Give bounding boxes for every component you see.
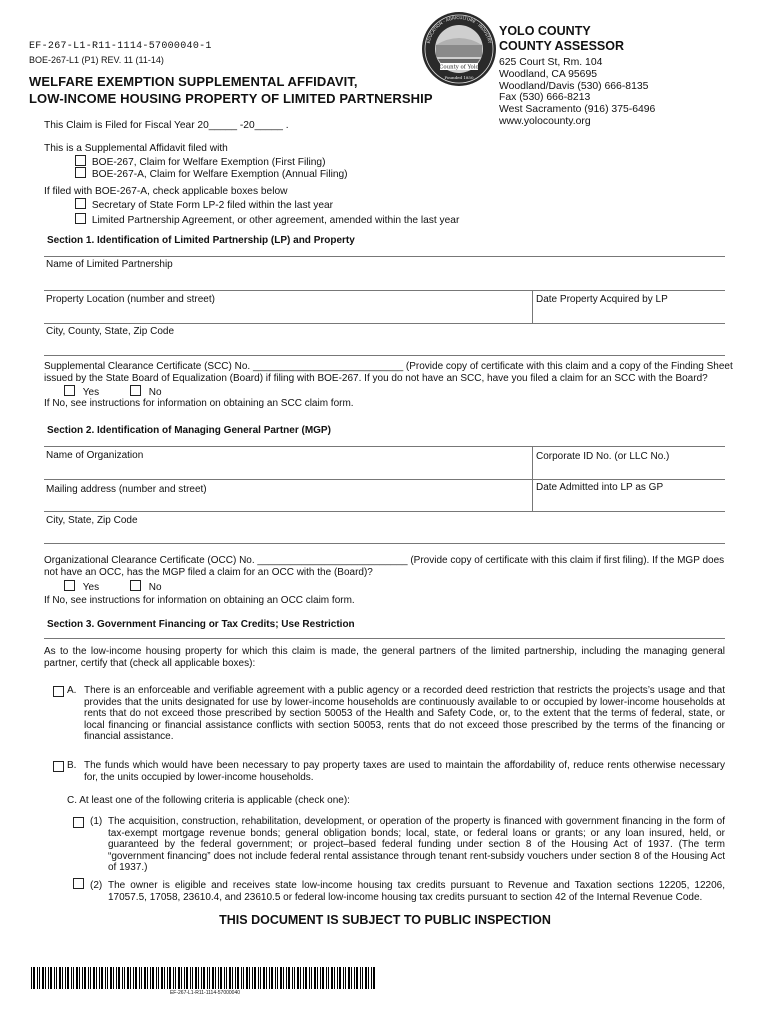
divider — [44, 256, 725, 257]
scc-yes-label: Yes — [82, 387, 100, 398]
assessor-address: 625 Court St, Rm. 104 — [499, 57, 603, 68]
mailing-address-label: Mailing address (number and street) — [46, 484, 207, 495]
mgp-city-input[interactable] — [44, 526, 725, 542]
barcode-text: EF-267-L1-R11-1114-57000040 — [169, 990, 241, 996]
divider — [44, 446, 725, 447]
divider — [532, 290, 533, 324]
if-filed-instruction: If filed with BOE-267-A, check applicable boxes below — [44, 186, 288, 197]
svg-text:Founded 1850: Founded 1850 — [444, 75, 474, 80]
assessor-fax: Fax (530) 666-8213 — [499, 92, 591, 104]
criterion-c1-text: The acquisition, construction, rehabilitation, development, or operation of the property is financed with government financing in the form of tax-exempt mortgage revenue bonds; general obligation bonds; local, state, or federal loans or grants; or any loan insured, held, or guaranteed by the federal government; or project–based federal funding under section 8 of the Housing Act of 1937. (The term “government financing” does not include federal rental assistance through tenant rent-subsidy vouchers under section 8 of the Housing Act of 1937.) — [108, 816, 725, 874]
org-name-input[interactable] — [44, 461, 531, 478]
boe267a-label: BOE-267-A, Claim for Welfare Exemption (Annual Filing) — [91, 169, 348, 180]
criterion-c2-text: The owner is eligible and receives state low-income housing tax credits pursuant to Revenue and Taxation sections 12205, 12206, 17057.5, 17058, 23610.4, and 23610.5 or federal low-income housing tax credits pursuant to section 42 of the Internal Revenue Code. — [108, 880, 725, 903]
occ-no-checkbox[interactable] — [130, 580, 141, 591]
occ-note: If No, see instructions for information on obtaining an OCC claim form. — [44, 595, 355, 606]
lp-name-label: Name of Limited Partnership — [46, 259, 173, 270]
occ-line2: not have an OCC, has the MGP filed a claim for an OCC with the (Board)? — [44, 567, 373, 578]
form-title-line2: LOW-INCOME HOUSING PROPERTY OF LIMITED PARTNERSHIP — [29, 91, 433, 106]
boe267-checkbox[interactable] — [75, 155, 86, 166]
lp2-label: Secretary of State Form LP-2 filed within the last year — [91, 200, 334, 211]
mailing-address-input[interactable] — [44, 495, 531, 510]
criterion-a-checkbox[interactable] — [53, 686, 64, 697]
scc-no-checkbox[interactable] — [130, 385, 141, 396]
scc-yes-checkbox[interactable] — [64, 385, 75, 396]
date-acquired-input[interactable] — [534, 305, 724, 322]
form-revision: BOE-267-L1 (P1) REV. 11 (11-14) — [29, 55, 164, 65]
org-name-label: Name of Organization — [46, 450, 144, 461]
divider — [44, 290, 725, 291]
assessor-website[interactable]: www.yolocounty.org — [499, 115, 591, 127]
occ-yes-label: Yes — [82, 582, 100, 593]
section3-heading: Section 3. Government Financing or Tax Credits; Use Restriction — [47, 619, 355, 630]
divider — [44, 355, 725, 356]
section2-heading: Section 2. Identification of Managing General Partner (MGP) — [47, 425, 331, 436]
criterion-c1-checkbox[interactable] — [73, 817, 84, 828]
form-title-line1: WELFARE EXEMPTION SUPPLEMENTAL AFFIDAVIT, — [29, 74, 358, 89]
criterion-a-text: There is an enforceable and verifiable agreement with a public agency or a recorded deed restriction that restricts the projects’s usage and that provides that the units designated for use by lower-income households are continuously available to or occupied by lower-income households at rents that do not exceed those prescribed by section 50053 of the Health and Safety Code, or, to the extent that the terms of federal, state, or local financing or financial assistance conflicts with section 50053, rents that do not exceed those prescribed by the terms of the financing or financial assistance. — [84, 685, 725, 743]
property-location-input[interactable] — [44, 305, 531, 322]
criterion-c2-checkbox[interactable] — [73, 878, 84, 889]
occ-no-option — [130, 580, 162, 593]
scc-no-label: No — [148, 387, 162, 398]
mgp-city-label: City, State, Zip Code — [46, 515, 138, 526]
criterion-b-label: B. — [67, 760, 77, 771]
boe267-label: BOE-267, Claim for Welfare Exemption (First Filing) — [91, 157, 326, 168]
county-name: YOLO COUNTY — [499, 24, 591, 38]
date-admitted-input[interactable] — [534, 494, 724, 510]
filed-with-option-boe267a — [75, 167, 348, 180]
occ-line1: Organizational Clearance Certificate (OCC) No. ___________________________ (Provide copy of certificate with this claim if first filing). If the MGP does — [44, 555, 725, 566]
lp-agreement-label: Limited Partnership Agreement, or other agreement, amended within the last year — [91, 215, 460, 226]
corp-id-label: Corporate ID No. (or LLC No.) — [536, 451, 670, 462]
divider — [44, 543, 725, 544]
criterion-c1-label: (1) — [90, 816, 103, 827]
divider — [44, 511, 725, 512]
barcode — [31, 967, 379, 989]
county-seal — [420, 1, 498, 106]
lp2-option — [75, 198, 333, 211]
assessor-phone-woodland: Woodland/Davis (530) 666-8135 — [499, 80, 649, 92]
county-seal-graphic — [420, 1, 498, 106]
public-inspection-notice: THIS DOCUMENT IS SUBJECT TO PUBLIC INSPECTION — [219, 913, 551, 927]
assessor-city: Woodland, CA 95695 — [499, 68, 598, 80]
assessor-phone-west: West Sacramento (916) 375-6496 — [499, 104, 656, 116]
occ-yes-option — [64, 580, 99, 593]
scc-note: If No, see instructions for information on obtaining an SCC claim form. — [44, 398, 354, 409]
occ-no-label: No — [148, 582, 162, 593]
criterion-b-checkbox[interactable] — [53, 761, 64, 772]
assessor-office: COUNTY ASSESSOR — [499, 39, 625, 53]
occ-yes-checkbox[interactable] — [64, 580, 75, 591]
scc-line1: Supplemental Clearance Certificate (SCC) No. ___________________________ (Provide copy of certificate with this claim and a copy of the Finding Sheet — [44, 361, 733, 372]
criterion-a-label: A. — [67, 685, 77, 696]
assessor-contact-block — [499, 24, 759, 128]
criterion-c-text: C. At least one of the following criteria is applicable (check one): — [67, 795, 350, 806]
lp-city-label: City, County, State, Zip Code — [46, 326, 175, 337]
criterion-c2-label: (2) — [90, 880, 103, 891]
section3-intro: As to the low-income housing property for which this claim is made, the general partners of the limited partnership, including the managing general partner, certify that (check all applicable boxes): — [44, 646, 725, 669]
filed-with-intro: This is a Supplemental Affidavit filed with — [44, 143, 228, 154]
corp-id-input[interactable] — [534, 462, 724, 478]
lp-agreement-checkbox[interactable] — [75, 213, 86, 224]
divider — [44, 479, 725, 480]
svg-text:County of Yolo: County of Yolo — [439, 64, 479, 71]
lp-agreement-option — [75, 213, 459, 226]
date-admitted-label: Date Admitted into LP as GP — [536, 482, 664, 493]
divider — [44, 638, 725, 639]
lp2-checkbox[interactable] — [75, 198, 86, 209]
scc-line2: issued by the State Board of Equalization (Board) if filing with BOE-267. If you do not have an SCC, have you filed a claim for an SCC with the Board? — [44, 373, 708, 384]
divider — [44, 323, 725, 324]
date-acquired-label: Date Property Acquired by LP — [536, 294, 668, 305]
barcode-graphic — [31, 967, 379, 989]
scc-yes-option — [64, 385, 99, 398]
svg-text:EDUCATION · AGRICULTURE · INDU: EDUCATION · AGRICULTURE · INDUSTRY — [425, 14, 493, 44]
section1-heading: Section 1. Identification of Limited Partnership (LP) and Property — [47, 235, 355, 246]
fiscal-year-line: This Claim is Filed for Fiscal Year 20_____ -20_____ . — [44, 120, 289, 131]
lp-city-input[interactable] — [44, 337, 725, 354]
form-code: EF-267-L1-R11-1114-57000040-1 — [29, 41, 212, 52]
criterion-b-text: The funds which would have been necessary to pay property taxes are used to maintain the affordability of, reduce rents otherwise necessary for, the units occupied by lower-income households. — [84, 760, 725, 783]
boe267a-checkbox[interactable] — [75, 167, 86, 178]
lp-name-input[interactable] — [44, 270, 725, 288]
scc-no-option — [130, 385, 162, 398]
property-location-label: Property Location (number and street) — [46, 294, 215, 305]
